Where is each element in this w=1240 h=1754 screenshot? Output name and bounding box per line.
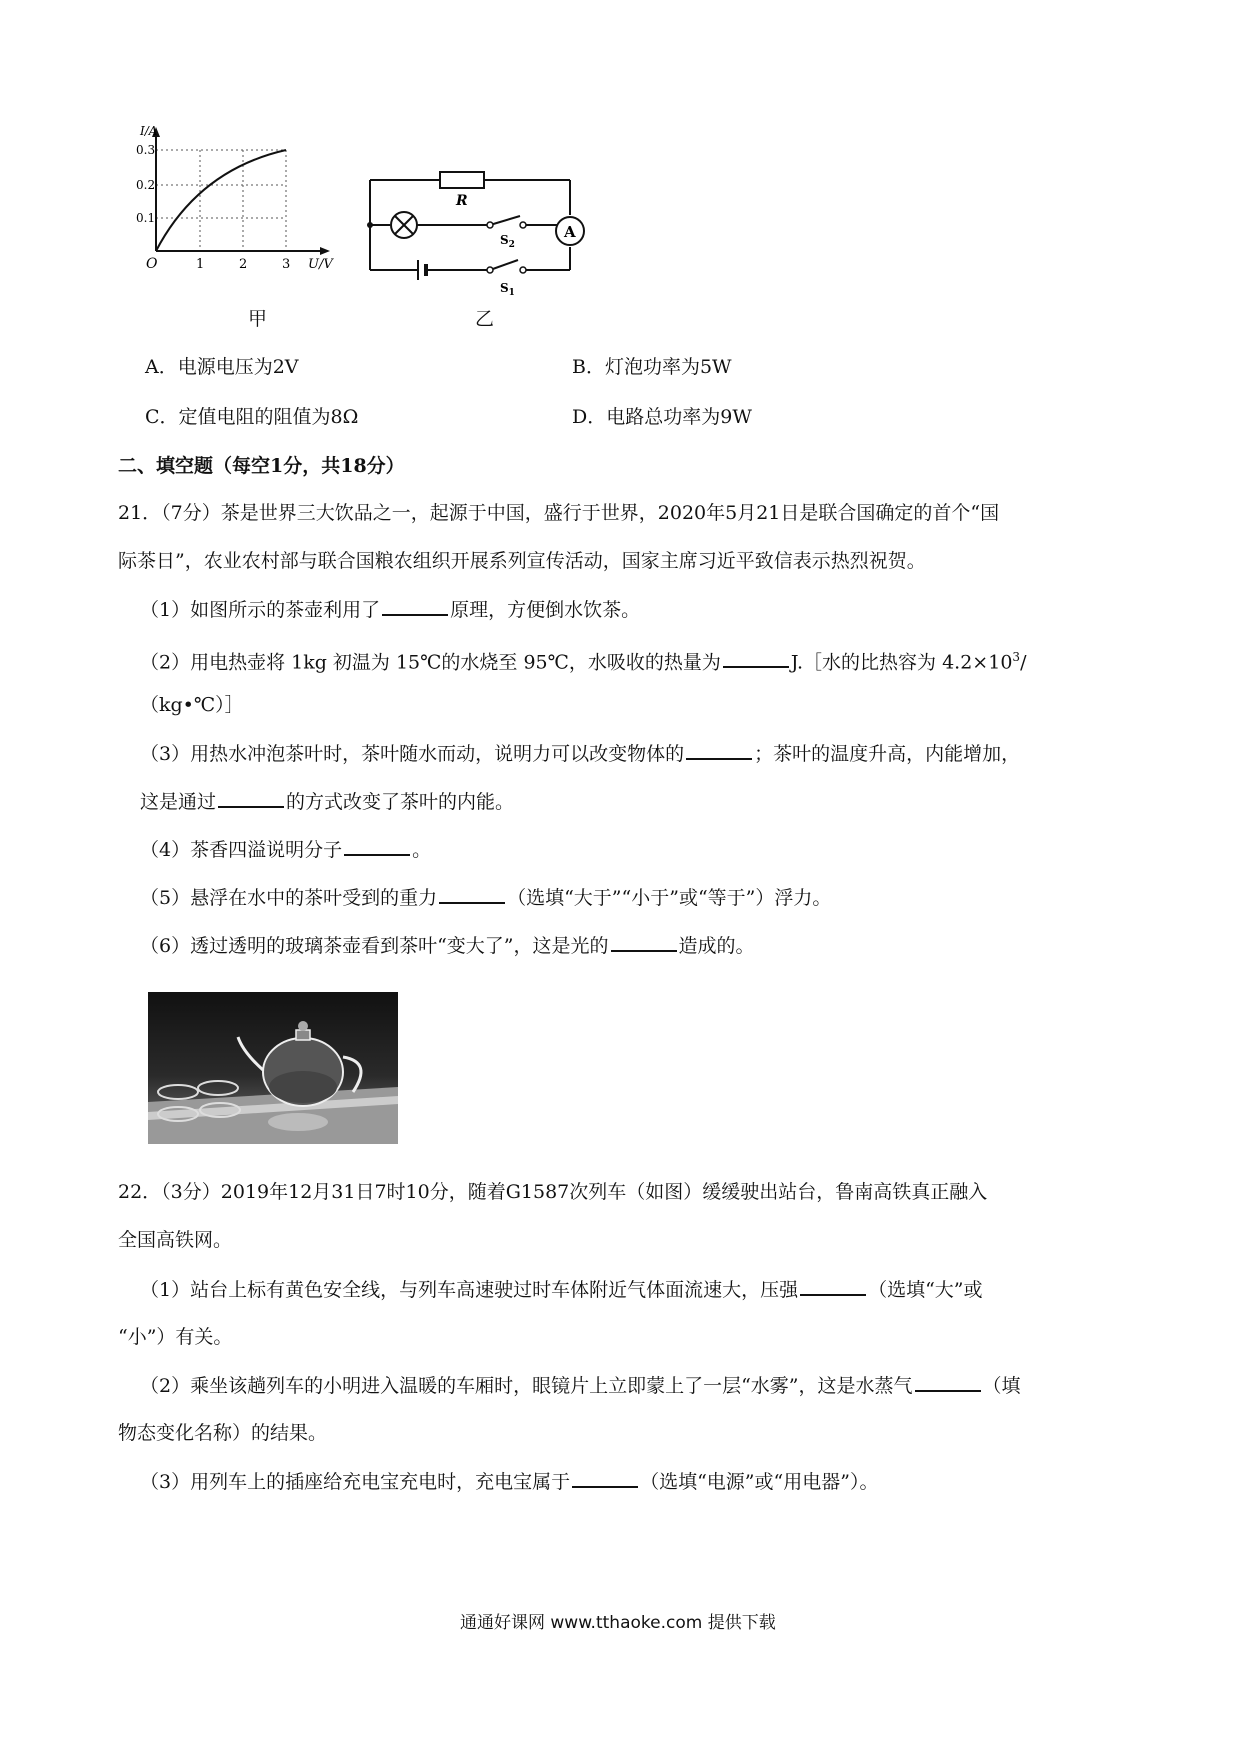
- x-tick-3: 3: [282, 257, 291, 272]
- q21-part3-line2: 这是通过 的方式改变了茶叶的内能。: [140, 788, 514, 815]
- q21-stem-line2: 际茶日”，农业农村部与联合国粮农组织开展系列宣传活动，国家主席习近平致信表示热烈祝贺。: [118, 550, 926, 572]
- figure-yi-caption: 乙: [475, 308, 495, 330]
- blank[interactable]: [686, 740, 752, 760]
- q22-part1: （1）站台上标有黄色安全线，与列车高速驶过时车体附近气体面流速大，压强 （选填“大”或: [140, 1276, 983, 1303]
- q21-part6: （6）透过透明的玻璃茶壶看到茶叶“变大了”，这是光的 造成的。: [140, 932, 755, 959]
- q21-part4: （4）茶香四溢说明分子 。: [140, 836, 431, 863]
- x-axis-label: U/V: [308, 257, 333, 272]
- y-axis-label: I/A: [140, 124, 158, 138]
- blank[interactable]: [344, 836, 410, 856]
- section-title: 二、填空题（每空1分，共18分）: [118, 455, 405, 477]
- q22-part1-line2: “小”）有关。: [118, 1326, 233, 1348]
- q22-part2: （2）乘坐该趟列车的小明进入温暖的车厢时，眼镜片上立即蒙上了一层“水雾”，这是水蒸气 （填: [140, 1372, 1021, 1399]
- blank[interactable]: [800, 1276, 866, 1296]
- option-c: C．定值电阻的阻值为8Ω: [145, 406, 359, 428]
- x-tick-1: 1: [196, 257, 205, 272]
- blank[interactable]: [382, 596, 448, 616]
- resistor-label: R: [456, 193, 468, 209]
- q22-part3: （3）用列车上的插座给充电宝充电时，充电宝属于 （选填“电源”或“用电器”）。: [140, 1468, 878, 1495]
- figure-jia-graph: [136, 124, 350, 295]
- option-a: A．电源电压为2V: [145, 356, 299, 378]
- iu-curve: [156, 150, 286, 251]
- origin-label: O: [146, 256, 158, 272]
- q21-part1: （1）如图所示的茶壶利用了 原理，方便倒水饮茶。: [140, 596, 640, 623]
- footer-text: 通通好课网 www.tthaoke.com 提供下载: [460, 1613, 776, 1633]
- blank[interactable]: [439, 884, 505, 904]
- y-tick-02: 0.2: [136, 178, 156, 192]
- figure-jia-caption: 甲: [248, 308, 268, 330]
- x-tick-2: 2: [239, 257, 248, 272]
- q21-part3: （3）用热水冲泡茶叶时，茶叶随水而动，说明力可以改变物体的 ；茶叶的温度升高，内能增加，: [140, 740, 1020, 767]
- blank[interactable]: [572, 1468, 638, 1488]
- q22-part2-line2: 物态变化名称）的结果。: [118, 1422, 328, 1444]
- option-d: D．电路总功率为9W: [572, 406, 752, 428]
- q21-stem-line1: 21．（7分）茶是世界三大饮品之一，起源于中国，盛行于世界，2020年5月21日是联合国确定的首个“国: [118, 502, 1000, 524]
- switch2-label: $S_2$: [500, 233, 515, 250]
- q22-stem-line1: 22．（3分）2019年12月31日7时10分，随着G1587次列车（如图）缓缓驶出站台，鲁南高铁真正融入: [118, 1181, 988, 1203]
- q21-part5: （5）悬浮在水中的茶叶受到的重力 （选填“大于”“小于”或“等于”）浮力。: [140, 884, 831, 911]
- figure-yi-circuit: [360, 160, 600, 300]
- blank[interactable]: [723, 648, 789, 668]
- q21-part2-line2: （kg•℃）］: [140, 694, 244, 716]
- blank[interactable]: [218, 788, 284, 808]
- q21-part2: （2）用电热壶将 1kg 初温为 15℃的水烧至 95℃，水吸收的热量为 J.［水的比热容为 $4.2\times 10^3/$: [140, 650, 1027, 674]
- blank[interactable]: [915, 1372, 981, 1392]
- teapot-photo: [148, 992, 398, 1144]
- y-tick-01: 0.1: [136, 211, 156, 225]
- switch1-label: $S_1$: [500, 281, 515, 298]
- ammeter-label: A: [564, 223, 576, 241]
- option-b: B．灯泡功率为5W: [572, 356, 732, 378]
- blank[interactable]: [611, 932, 677, 952]
- y-tick-03: 0.3: [136, 143, 156, 157]
- q22-stem-line2: 全国高铁网。: [118, 1229, 233, 1251]
